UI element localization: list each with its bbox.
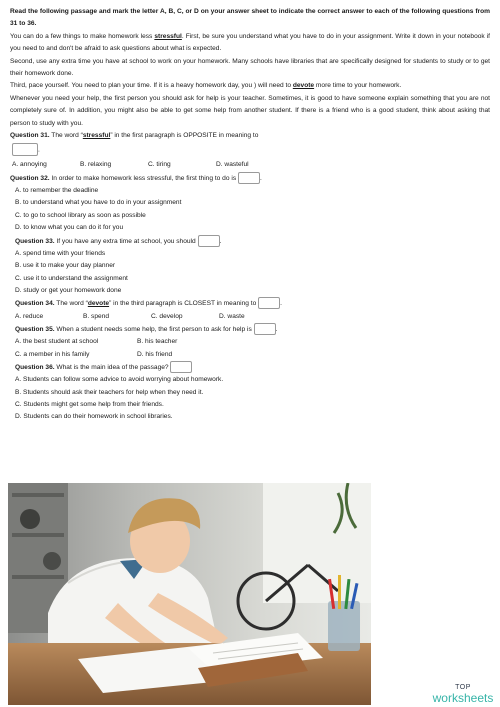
- q32-option-c[interactable]: C. to go to school library as soon as possible: [15, 211, 146, 219]
- question-33: [15, 235, 490, 248]
- question-35: [15, 323, 490, 336]
- q31-options: [12, 159, 490, 171]
- q33-option-d[interactable]: D. study or get your homework done: [15, 287, 122, 295]
- q35-options-row-2: [15, 349, 490, 361]
- q36-option-b[interactable]: B. Students should ask their teachers for help when they need it.: [15, 388, 204, 396]
- logo-name-text: worksheets: [432, 691, 494, 705]
- q34-word: devote: [87, 300, 110, 308]
- q31-answer-row: [12, 143, 490, 157]
- q31-option-b[interactable]: B. relaxing: [80, 161, 112, 169]
- q35-options-row-1: [15, 336, 490, 348]
- q34-option-c[interactable]: C. develop: [151, 312, 183, 320]
- q33-answer-box[interactable]: [198, 235, 220, 247]
- q32-answer-box[interactable]: [238, 172, 260, 184]
- paragraph-1: [10, 31, 490, 56]
- q35-option-d[interactable]: D. his friend: [137, 350, 173, 358]
- q32-option-b[interactable]: B. to understand what you have to do in your assignment: [15, 199, 182, 207]
- q31-option-c[interactable]: C. tiring: [148, 161, 171, 169]
- q34-option-d[interactable]: D. waste: [219, 312, 245, 320]
- q31-word: stressful: [82, 132, 111, 140]
- q33-option-c[interactable]: C. use it to understand the assignment: [15, 274, 128, 282]
- q35-option-c[interactable]: C. a member in his family: [15, 350, 90, 358]
- topworksheets-logo: [430, 684, 496, 704]
- p3-text-b: more time to your homework.: [314, 82, 402, 90]
- q34-option-b[interactable]: B. spend: [83, 312, 110, 320]
- q34-text-b: ” in the third paragraph is CLOSEST in meaning to: [109, 300, 257, 308]
- q36-option-d[interactable]: D. Students can do their homework in school libraries.: [15, 413, 173, 421]
- q36-option-a[interactable]: A. Students can follow some advice to avoid worrying about homework.: [15, 376, 224, 384]
- q34-text-a: The word “: [54, 300, 88, 308]
- question-36: [15, 361, 490, 374]
- p3-key-word: devote: [292, 82, 315, 90]
- p1-text-b: . First, be sure you understand what you have to do in your assignment. Write it down in your notebook if you need to and don't be afraid to ask questions about what is expected.: [10, 32, 490, 53]
- q33-label: Question 33.: [15, 237, 55, 245]
- q34-label: Question 34.: [15, 300, 55, 308]
- q35-dot: .: [275, 325, 278, 333]
- q36-label: Question 36.: [15, 363, 55, 371]
- q36-option-c[interactable]: C. Students might get some help from their friends.: [15, 400, 164, 408]
- q34-dot: .: [280, 300, 282, 308]
- question-34: [15, 297, 490, 310]
- paragraph-2: Second, use any extra time you have at school to work on your homework. Many schools have libraries that are specifically designed for students to study or to get their homework done.: [10, 57, 490, 78]
- q35-label: Question 35.: [15, 325, 55, 333]
- paragraph-3: [10, 80, 490, 92]
- q34-answer-box[interactable]: [258, 297, 280, 309]
- q35-option-b[interactable]: B. his teacher: [137, 338, 178, 346]
- question-32: [10, 172, 490, 185]
- q33-option-b[interactable]: B. use it to make your day planner: [15, 262, 116, 270]
- q33-text: If you have any extra time at school, you should: [54, 237, 196, 245]
- q36-answer-box[interactable]: [170, 361, 192, 373]
- q31-option-d[interactable]: D. wasteful: [216, 161, 249, 169]
- q32-dot: .: [259, 174, 262, 182]
- q32-option-a[interactable]: A. to remember the deadline: [15, 187, 99, 195]
- boy-studying-photo: [8, 483, 371, 705]
- instructions: Read the following passage and mark the letter A, B, C, or D on your answer sheet to indicate the correct answer to each of the following questions from 31 to 36.: [10, 8, 490, 28]
- q32-option-d[interactable]: D. to know what you can do it for you: [15, 224, 124, 232]
- q31-dot: .: [38, 146, 40, 154]
- q31-text-a: The word “: [49, 132, 83, 140]
- q32-text: In order to make homework less stressful, the first thing to do is: [49, 174, 237, 182]
- q34-options: [15, 311, 490, 323]
- paragraph-4: Whenever you need your help, the first person you should ask for help is your teacher. Sometimes, it is good to have someone explain something that you are not completely sure of. In addition, you might also be able to get some help from another student. If there is a friend who is a good student, think about asking that person to study with you.: [10, 94, 490, 127]
- q35-text: When a student needs some help, the first person to ask for help is: [54, 325, 252, 333]
- q33-dot: .: [219, 237, 222, 245]
- worksheet: [10, 6, 490, 424]
- q34-option-a[interactable]: A. reduce: [15, 312, 44, 320]
- q31-text-b: ” in the first paragraph is OPPOSITE in meaning to: [110, 132, 259, 140]
- question-31: [10, 130, 490, 142]
- q31-label: Question 31.: [10, 132, 50, 140]
- q35-option-a[interactable]: A. the best student at school: [15, 338, 99, 346]
- p3-text-a: Third, pace yourself. You need to plan your time. If it is a heavy homework day, you ) will need to: [10, 82, 293, 90]
- q36-text: What is the main idea of the passage?: [54, 363, 169, 371]
- q31-answer-box[interactable]: [12, 143, 38, 156]
- q32-label: Question 32.: [10, 174, 50, 182]
- p1-text-a: You can do a few things to make homework less: [10, 32, 155, 40]
- p1-key-word: stressful: [154, 32, 182, 40]
- q35-answer-box[interactable]: [254, 323, 276, 335]
- q31-option-a[interactable]: A. annoying: [12, 161, 47, 169]
- logo-top-text: TOP: [455, 684, 471, 691]
- q33-option-a[interactable]: A. spend time with your friends: [15, 249, 106, 257]
